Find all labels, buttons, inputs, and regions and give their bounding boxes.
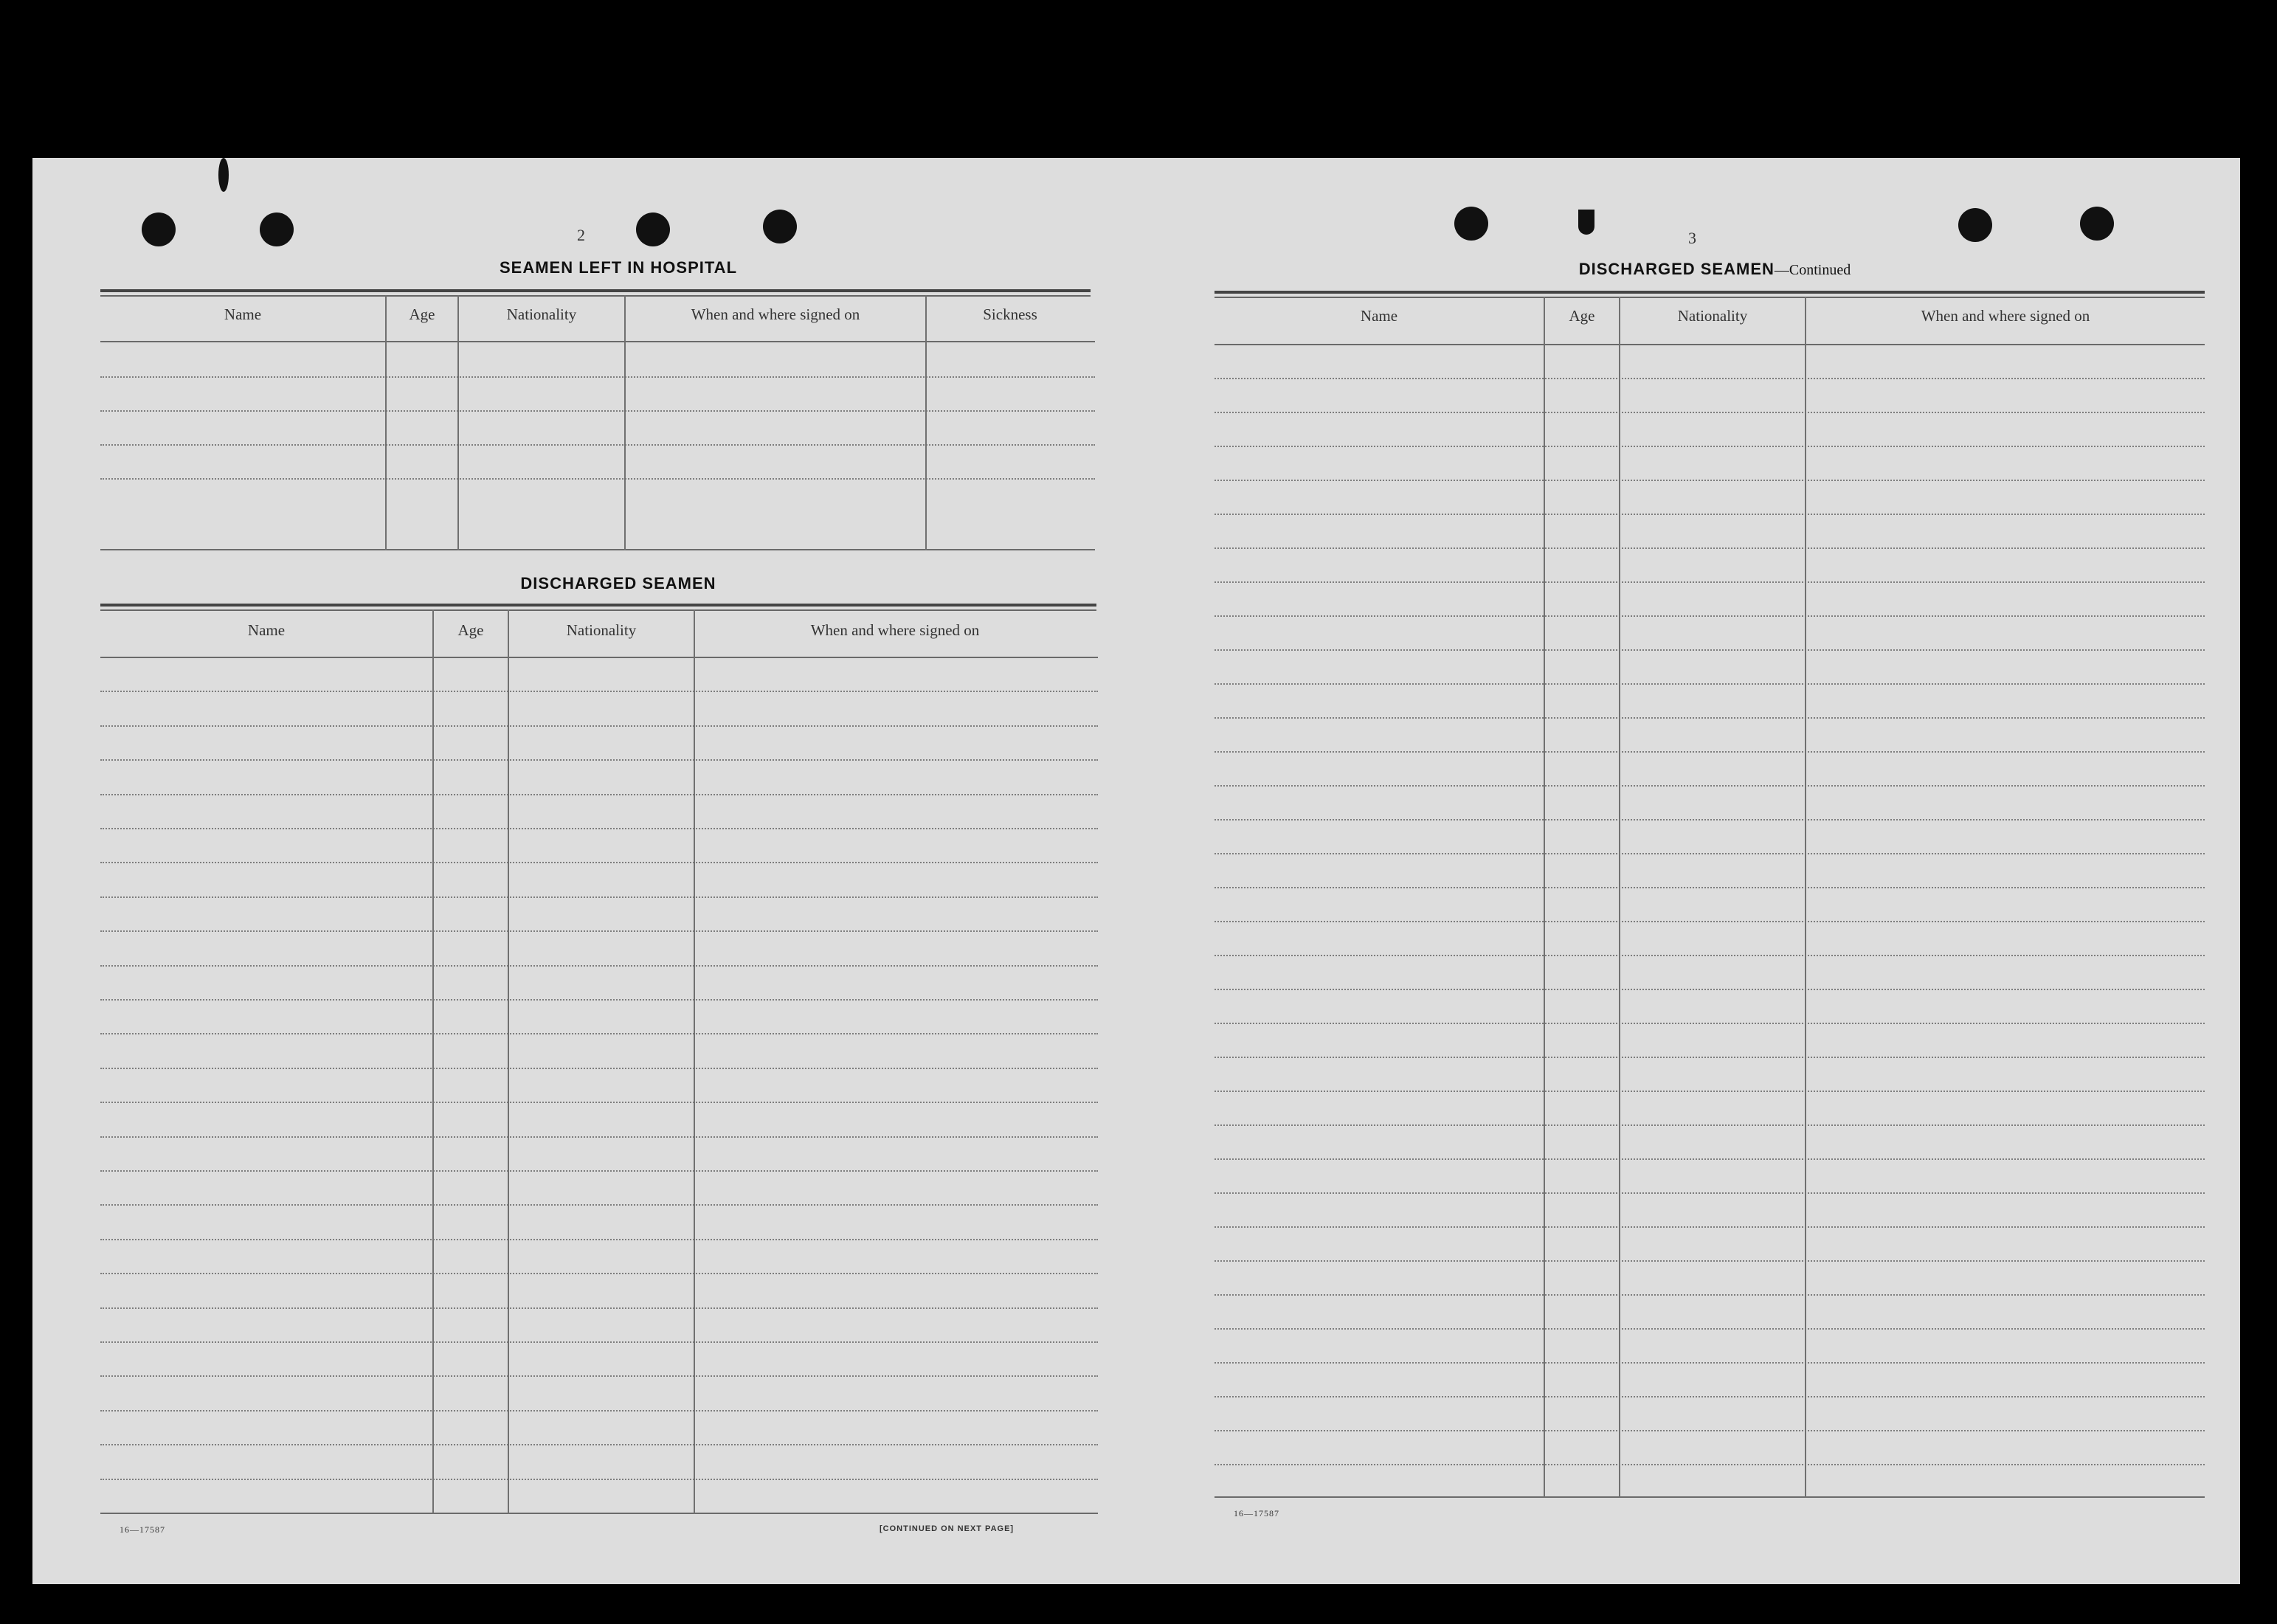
row-line <box>100 1170 1098 1172</box>
right-col-name: Name <box>1360 307 1398 325</box>
row-line <box>100 759 1098 761</box>
continued-note: [CONTINUED ON NEXT PAGE] <box>880 1524 1015 1533</box>
punch-hole <box>763 210 797 243</box>
row-line <box>100 1341 1098 1343</box>
hospital-section-title: SEAMEN LEFT IN HOSPITAL <box>499 258 738 277</box>
discharged-col-nationality: Nationality <box>566 621 637 639</box>
row-line <box>1214 1192 2205 1194</box>
row-line <box>100 1307 1098 1309</box>
row-line <box>1214 819 2205 820</box>
row-line <box>100 1444 1098 1445</box>
row-line <box>1214 1057 2205 1058</box>
discharged-bottom-rule <box>100 1513 1098 1514</box>
row-line <box>1214 412 2205 413</box>
row-line <box>1214 1226 2205 1228</box>
right-col-divider <box>1544 297 1545 1498</box>
row-line <box>1214 1023 2205 1024</box>
row-line <box>1214 1260 2205 1262</box>
hospital-row-line <box>100 376 1095 378</box>
hospital-col-nationality: Nationality <box>506 305 577 323</box>
discharged-col-divider <box>694 609 695 1514</box>
punch-hole <box>1454 207 1488 241</box>
row-line <box>1214 446 2205 447</box>
row-line <box>100 828 1098 829</box>
page-number-left: 2 <box>577 226 585 244</box>
discharged-col-age: Age <box>457 621 484 639</box>
row-line <box>1214 581 2205 583</box>
hospital-row-line <box>100 444 1095 446</box>
hospital-col-divider <box>385 295 387 550</box>
row-line <box>100 930 1098 932</box>
hospital-bottom-rule <box>100 549 1095 550</box>
discharged-col-signed-on: When and where signed on <box>810 621 980 639</box>
discharged-col-divider <box>508 609 509 1514</box>
row-line <box>1214 480 2205 481</box>
row-line <box>1214 1158 2205 1160</box>
row-line <box>1214 955 2205 956</box>
discharged-header-rule <box>100 657 1098 658</box>
row-line <box>1214 751 2205 753</box>
row-line <box>100 1273 1098 1274</box>
hospital-top-rule <box>100 289 1091 292</box>
hospital-col-divider <box>457 295 459 550</box>
row-line <box>100 1375 1098 1377</box>
row-line <box>1214 1091 2205 1092</box>
discharged-continued-title-main: DISCHARGED SEAMEN <box>1578 260 1775 278</box>
right-bottom-rule <box>1214 1496 2205 1498</box>
punch-hole <box>2080 207 2114 241</box>
ink-speck <box>1578 210 1594 235</box>
row-line <box>1214 921 2205 922</box>
row-line <box>100 1410 1098 1412</box>
form-number-left: 16—17587 <box>120 1524 165 1535</box>
row-line <box>100 862 1098 863</box>
row-line <box>1214 717 2205 719</box>
form-number-right: 16—17587 <box>1234 1508 1279 1518</box>
right-col-age: Age <box>1569 307 1595 325</box>
discharged-col-name: Name <box>247 621 286 639</box>
hospital-col-age: Age <box>409 305 435 323</box>
discharged-top-rule <box>100 604 1096 607</box>
row-line <box>1214 785 2205 787</box>
row-line <box>1214 1430 2205 1431</box>
punch-hole <box>636 212 670 246</box>
row-line <box>1214 378 2205 379</box>
punch-hole <box>142 212 176 246</box>
hospital-col-divider <box>624 295 626 550</box>
right-col-nationality: Nationality <box>1677 307 1748 325</box>
hospital-row-line <box>100 478 1095 480</box>
right-top-rule-2 <box>1214 297 2205 298</box>
discharged-section-title: DISCHARGED SEAMEN <box>520 574 716 592</box>
row-line <box>100 794 1098 795</box>
row-line <box>100 965 1098 967</box>
ink-speck <box>218 158 229 192</box>
punch-hole <box>260 212 294 246</box>
row-line <box>100 1136 1098 1138</box>
right-top-rule <box>1214 291 2205 294</box>
hospital-col-signed-on: When and where signed on <box>691 305 860 323</box>
discharged-col-divider <box>432 609 434 1514</box>
right-col-divider <box>1805 297 1806 1498</box>
discharged-continued-title <box>1420 260 2010 279</box>
row-line <box>1214 683 2205 685</box>
row-line <box>1214 1294 2205 1296</box>
row-line <box>100 896 1098 898</box>
right-col-signed-on: When and where signed on <box>1921 307 2090 325</box>
row-line <box>1214 1396 2205 1397</box>
hospital-col-divider <box>925 295 927 550</box>
row-line <box>1214 1124 2205 1126</box>
row-line <box>100 1204 1098 1206</box>
right-col-divider <box>1619 297 1620 1498</box>
row-line <box>1214 853 2205 854</box>
hospital-row-line <box>100 410 1095 412</box>
row-line <box>1214 1362 2205 1364</box>
row-line <box>1214 887 2205 888</box>
row-line <box>1214 649 2205 651</box>
right-header-rule <box>1214 344 2205 345</box>
row-line <box>1214 615 2205 617</box>
row-line <box>1214 989 2205 990</box>
row-line <box>100 725 1098 727</box>
hospital-col-sickness: Sickness <box>983 305 1037 323</box>
row-line <box>100 1479 1098 1480</box>
document-sheet <box>32 158 2240 1584</box>
page-number-right: 3 <box>1688 229 1696 247</box>
row-line <box>1214 547 2205 549</box>
hospital-header-rule <box>100 341 1095 342</box>
row-line <box>100 1033 1098 1034</box>
hospital-col-name: Name <box>224 305 262 323</box>
row-line <box>1214 514 2205 515</box>
row-line <box>100 1239 1098 1240</box>
hospital-top-rule-2 <box>100 295 1091 297</box>
discharged-continued-title-suffix: —Continued <box>1774 262 1851 278</box>
row-line <box>100 1102 1098 1103</box>
punch-hole <box>1958 208 1992 242</box>
row-line <box>1214 1328 2205 1330</box>
row-line <box>100 999 1098 1001</box>
row-line <box>100 691 1098 692</box>
row-line <box>100 1068 1098 1069</box>
row-line <box>1214 1464 2205 1465</box>
discharged-top-rule-2 <box>100 609 1096 611</box>
